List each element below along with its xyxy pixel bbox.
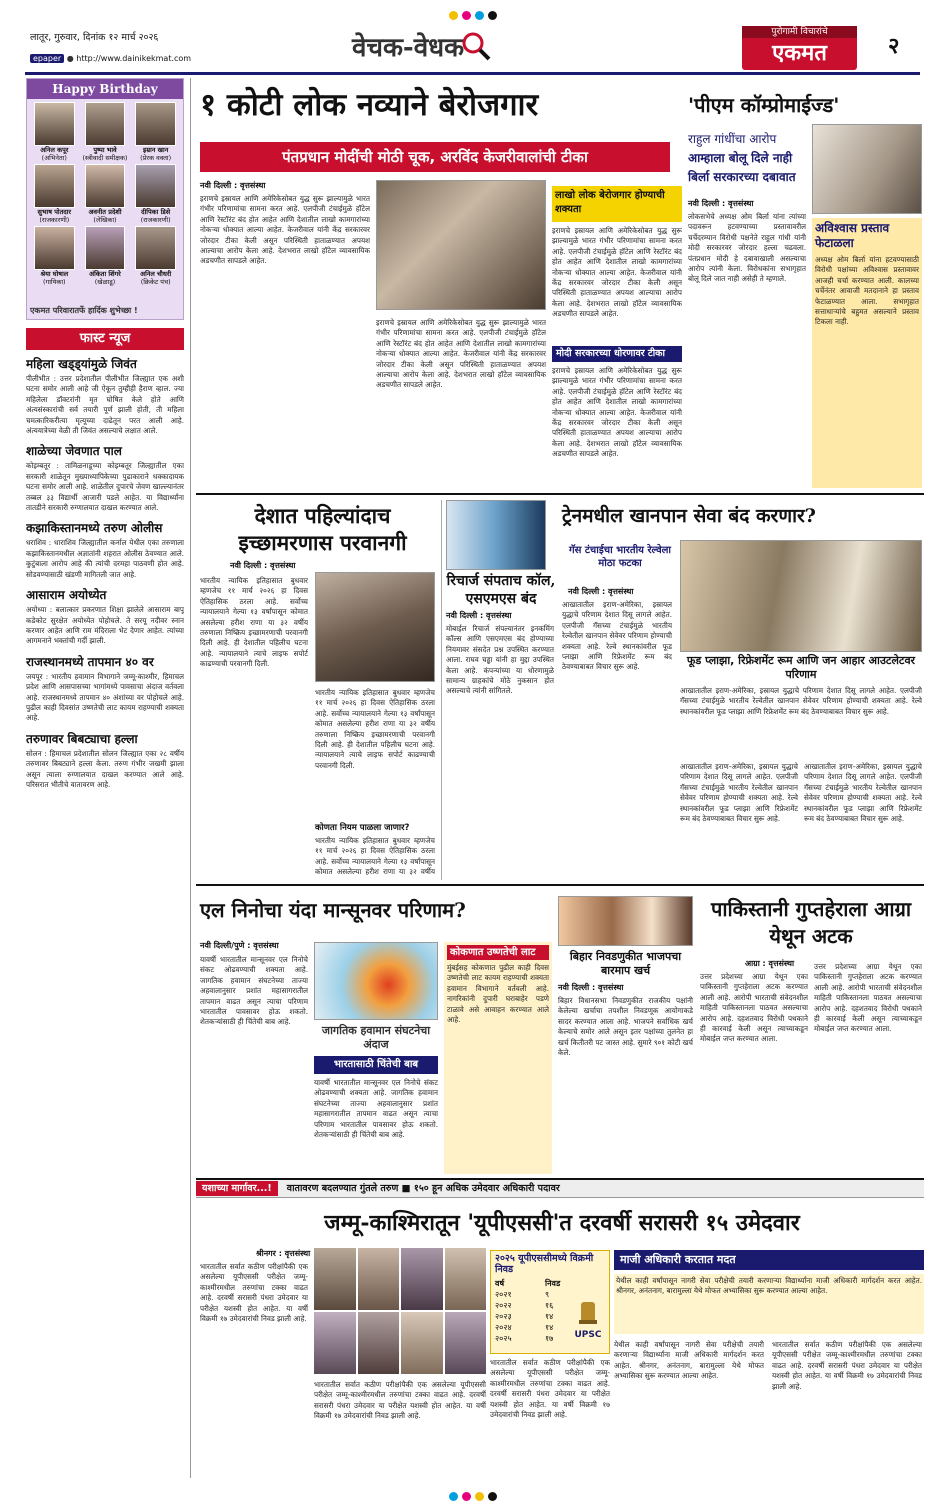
birthday-name: इम्रान खान bbox=[143, 146, 169, 154]
ticker-text: वातावरण बदलण्यात गुंतले तरुण ■ १५० हून अधिक उमेदवार अधिकारी पदावर bbox=[286, 1183, 560, 1194]
upsc-logo: UPSC bbox=[566, 1300, 610, 1354]
upsc-body-col5: भारतातील सर्वात कठीण परीक्षांपैकी एक असलेल्या यूपीएससी परीक्षेत जम्मू-काश्मीरमधील तरुणांचा टक्का वाढत आहे. दरवर्षी सरासरी पंधरा उमेदवार या परीक्षेत यशस्वी होत आहेत. या वर्षी विक्रमी १७ उमेदवारांची निवड झाली आहे. bbox=[772, 1340, 922, 1391]
fast-news-item bbox=[26, 653, 184, 724]
brand-logo: पुरोगामी विचारांचे एकमत bbox=[742, 26, 857, 70]
upsc-count: १४ bbox=[545, 1323, 554, 1332]
upsc-year: २०२४ bbox=[495, 1323, 512, 1332]
fast-news-text: जयपूर : भारतीय हवामान विभागाने जम्मू-काश्मीर, हिमाचल प्रदेश आणि आसपासच्या भागांमध्ये पावसाचा अंदाज वर्तवला आहे. राजस्थानमध्ये तापमान ४० अंशांच्या वर पोहोचले आहे. पुढील काही दिवसांत उष्णतेची लाट कायम राहण्याची शक्यता आहे. bbox=[26, 671, 184, 723]
birthday-person bbox=[81, 226, 130, 286]
fast-news-text: धराशिव : धाराशिव जिल्ह्यातील कर्नाल येथील एका तरुणाला कझाकिस्तानमधील अज्ञातांनी शहरात ओलीस ठेवण्यात आले. कुटुंबाला आरोप आहे की त्यांची दरमहा पाठवणी होत आहे. सोडवण्यासाठी खंडणी मागितली जात आहे. bbox=[26, 538, 184, 579]
pm-sub1: राहुल गांधींचा आरोप bbox=[688, 132, 777, 146]
upsc-dateline: श्रीनगर : वृत्तसंस्था bbox=[256, 1249, 311, 1258]
birthday-photo bbox=[34, 102, 75, 146]
euth-caption: कोणता नियम पाळला जाणार? bbox=[315, 823, 410, 833]
magnifier-icon bbox=[460, 30, 492, 62]
upsc-headline: जम्मू-काश्मिरातून 'यूपीएससी'त दरवर्षी सरासरी १५ उमेदवार bbox=[324, 1210, 800, 1236]
train-body-col2: आखातातील इराण-अमेरिका, इस्रायल युद्धाचे परिणाम देशात दिसू लागले आहेत. एलपीजी गॅसच्या टंचाईमुळे भारतीय रेल्वेतील खानपान सेवेवर परिणाम होण्याची शक्यता आहे. रेल्वे स्थानकांवरील फूड प्लाझा आणि रिफ्रेशमेंट रूम बंद ठेवण्याबाबत विचार सुरू आहे. bbox=[680, 686, 922, 716]
ticker-label: यशाच्या मार्गावर...! bbox=[196, 1181, 278, 1196]
birthday-photo bbox=[85, 102, 126, 146]
euth-body-col1: भारतीय न्यायिक इतिहासात बुधवार म्हणजेच ११ मार्च २०२६ हा दिवस ऐतिहासिक ठरला आहे. सर्वोच्च न्यायालयाने गेल्या १३ वर्षांपासून कोमात असलेल्या हरीश राणा या ३२ वर्षीय तरुणाला निष्क्रिय इच्छामरणाची परवानगी दिली आहे. ही देशातील पहिलीच घटना आहे. न्यायालयाने त्याचे लाइफ सपोर्ट काढण्याची परवानगी दिली. bbox=[200, 576, 308, 669]
birthday-person bbox=[131, 164, 180, 224]
candidate-photo bbox=[314, 1312, 356, 1374]
upsc-body-col4: येथील काही वर्षांपासून नागरी सेवा परीक्षेची तयारी करणाऱ्या विद्यार्थ्यांना माजी अधिकारी मार्गदर्शन करत आहेत. श्रीनगर, अनंतनाग, बारामुल्ला येथे मोफत अभ्यासिका सुरू करण्यात आल्या आहेत. bbox=[614, 1340, 764, 1381]
fast-news-headline: आसाराम अयोध्येत bbox=[26, 588, 107, 603]
birthday-person bbox=[81, 164, 130, 224]
lead-headline: १ कोटी लोक नव्याने बेरोजगार bbox=[200, 87, 539, 123]
train-body-col1: आखातातील इराण-अमेरिका, इस्रायल युद्धाचे परिणाम देशात दिसू लागले आहेत. एलपीजी गॅसच्या टंचाईमुळे भारतीय रेल्वेतील खानपान सेवेवर परिणाम होण्याची शक्यता आहे. रेल्वे स्थानकांवरील फूड प्लाझा आणि रिफ्रेशमेंट रूम बंद ठेवण्याबाबत विचार सुरू आहे. bbox=[562, 600, 672, 672]
candidate-photo bbox=[445, 1248, 487, 1310]
upsc-body-col1: भारतातील सर्वात कठीण परीक्षांपैकी एक असलेल्या यूपीएससी परीक्षेत जम्मू-काश्मीरमधील तरुणांचा टक्का वाढत आहे. दरवर्षी सरासरी पंधरा उमेदवार या परीक्षेत यशस्वी होत आहेत. या वर्षी विक्रमी १७ उमेदवारांची निवड झाली आहे. bbox=[200, 1262, 308, 1324]
train-dateline: नवी दिल्ली : वृत्तसंस्था bbox=[568, 587, 634, 596]
bihar-photo bbox=[558, 896, 693, 946]
fast-news-item bbox=[26, 442, 184, 513]
fast-news-item bbox=[26, 586, 184, 647]
fast-news-headline: महिला खड्ड्यांमुळे जिवंत bbox=[26, 357, 137, 371]
birthday-footer: एकमत परिवारातर्फे हार्दिक शुभेच्छा ! bbox=[30, 306, 138, 315]
site-url[interactable]: http://www.dainikekmat.com bbox=[76, 54, 192, 63]
jio-dateline: नवी दिल्ली : वृत्तसंस्था bbox=[446, 611, 512, 620]
birthday-photo bbox=[135, 164, 176, 208]
pm-subheads bbox=[688, 130, 808, 187]
bihar-dateline: नवी दिल्ली : वृत्तसंस्था bbox=[558, 983, 624, 992]
upsc-year: २०२५ bbox=[495, 1334, 512, 1343]
upsc-year: २०२३ bbox=[495, 1312, 512, 1321]
konkan-box-head: कोकणात उष्णतेची लाट bbox=[447, 945, 549, 960]
masthead: वेचक-वेधक bbox=[352, 24, 547, 68]
candidate-photos bbox=[314, 1248, 486, 1374]
train-body-col4: आखातातील इराण-अमेरिका, इस्रायल युद्धाचे परिणाम देशात दिसू लागले आहेत. एलपीजी गॅसच्या टंचाईमुळे भारतीय रेल्वेतील खानपान सेवेवर परिणाम होण्याची शक्यता आहे. रेल्वे स्थानकांवरील फूड प्लाझा आणि रिफ्रेशमेंट रूम बंद ठेवण्याबाबत विचार सुरू आहे. bbox=[804, 762, 922, 824]
birthday-person bbox=[131, 102, 180, 162]
birthday-name: अंकिता शिंगरे bbox=[89, 270, 121, 278]
jio-body: मोबाईल रिचार्ज संपल्यानंतर इनकमिंग कॉल्स आणि एसएमएस बंद होण्याच्या नियमावर संसदेत प्रश्न उपस्थित करण्यात आला. राघव चड्ढा यांनी हा मुद्दा उपस्थित केला आहे. कंपन्यांच्या या धोरणामुळे सामान्य ग्राहकांचे मोठे नुकसान होत असल्याचे त्यांनी सांगितले. bbox=[446, 624, 554, 696]
pm-box-body: अध्यक्ष ओम बिर्ला यांना हटवण्यासाठी विरोधी पक्षांच्या अविश्वास प्रस्तावावर आजही चर्चा करण्यात आली. कालच्या चर्चेनंतर आवाजी मतदानाने हा प्रस्ताव फेटाळण्यात आला. सभागृहात सत्ताधाऱ्यांचे बहुमत असल्याने प्रस्ताव टिकला नाही. bbox=[815, 255, 919, 327]
euth-body-col2: भारतीय न्यायिक इतिहासात बुधवार म्हणजेच ११ मार्च २०२६ हा दिवस ऐतिहासिक ठरला आहे. सर्वोच्च न्यायालयाने गेल्या १३ वर्षांपासून कोमात असलेल्या हरीश राणा या ३२ वर्षीय तरुणाला निष्क्रिय इच्छामरणाची परवानगी दिली आहे. ही देशातील पहिलीच घटना आहे. न्यायालयाने त्याचे लाइफ सपोर्ट काढण्याची परवानगी दिली. bbox=[315, 688, 435, 770]
birthday-role: (स्त्रीवादी समीक्षक) bbox=[82, 154, 128, 162]
train-headline: ट्रेनमधील खानपान सेवा बंद करणार? bbox=[562, 505, 816, 527]
fast-news-headline: तरुणावर बिबट्याचा हल्ला bbox=[26, 731, 138, 746]
page-number: २ bbox=[888, 34, 900, 59]
lead-subhead: लाखो लोक बेरोजगार होण्याची शक्यता bbox=[552, 186, 682, 222]
birthday-role: (राजकारणी) bbox=[39, 216, 70, 224]
upsc-count: १७ bbox=[545, 1334, 554, 1343]
pak-dateline: आग्रा : वृत्तसंस्था bbox=[745, 959, 795, 968]
elnino-body-col1: यावर्षी भारतातील मान्सूनवर एल निनोचे संकट ओढवण्याची शक्यता आहे. जागतिक हवामान संघटनेच्या ताज्या अहवालानुसार प्रशांत महासागरातील तापमान वाढत असून त्याचा परिणाम भारतातील पावसावर होऊ शकतो. शेतकऱ्यांसाठी ही चिंतेची बाब आहे. bbox=[200, 955, 308, 1027]
kejriwal-photo bbox=[376, 180, 546, 310]
candidate-photo bbox=[358, 1312, 400, 1374]
column-rule bbox=[190, 78, 191, 1478]
epaper-label: epaper bbox=[30, 54, 64, 63]
pm-box bbox=[812, 218, 922, 488]
euth-headline: देशात पहिल्यांदाच इच्छामरणास परवानगी bbox=[238, 503, 407, 555]
fast-news-title bbox=[26, 328, 184, 350]
pm-headline: 'पीएम कॉम्प्रोमाईज्ड' bbox=[688, 93, 840, 117]
rahul-photo bbox=[812, 124, 922, 214]
fast-news-item bbox=[26, 730, 184, 791]
lead-strap: पंतप्रधान मोदींची मोठी चूक, अरविंद केजरीवालांची टीका bbox=[200, 142, 670, 172]
chadha-photo bbox=[446, 500, 546, 570]
lead-box-head: मोदी सरकारच्या धोरणावर टीका bbox=[552, 346, 682, 362]
birthday-name: अवनीत प्रदेशी bbox=[88, 208, 122, 216]
birthday-name: श्रेया घोषाल bbox=[40, 270, 69, 278]
upsc-year: २०२२ bbox=[495, 1301, 512, 1310]
section-rule-2 bbox=[196, 884, 924, 886]
birthday-role: (क्रिकेट पंच) bbox=[140, 278, 171, 286]
birthday-photo bbox=[34, 164, 75, 208]
train-food-photo bbox=[680, 540, 922, 652]
euth-body-col3: भारतीय न्यायिक इतिहासात बुधवार म्हणजेच ११ मार्च २०२६ हा दिवस ऐतिहासिक ठरला आहे. सर्वोच्च न्यायालयाने गेल्या १३ वर्षांपासून कोमात असलेल्या हरीश राणा या ३२ वर्षीय bbox=[315, 836, 435, 876]
pm-sub3: बिर्ला सरकारच्या दबावात bbox=[688, 170, 796, 184]
birthday-role: (अभिनेता) bbox=[41, 154, 67, 162]
elnino-map bbox=[314, 942, 438, 1020]
dateline: लातूर, गुरुवार, दिनांक १२ मार्च २०२६ bbox=[30, 32, 159, 43]
birthday-role: (लेखिका) bbox=[93, 216, 117, 224]
harish-rana-photo bbox=[315, 572, 435, 682]
upsc-table-row bbox=[495, 1289, 605, 1300]
pm-box-head: अविश्वास प्रस्ताव फेटाळला bbox=[815, 221, 890, 250]
epaper-line: epaper ● http://www.dainikekmat.com bbox=[30, 54, 191, 63]
upsc-count: ९ bbox=[545, 1290, 550, 1299]
birthday-photo bbox=[85, 226, 126, 270]
candidate-photo bbox=[445, 1312, 487, 1374]
train-sub: गॅस टंचाईचा भारतीय रेल्वेला मोठा फटका bbox=[569, 545, 671, 569]
upsc-count: १४ bbox=[545, 1312, 554, 1321]
birthday-name: पुष्पा भावे bbox=[93, 146, 117, 154]
upsc-year: २०२१ bbox=[495, 1290, 512, 1299]
birthday-name: सुभाष पोतदार bbox=[37, 208, 72, 216]
fast-news-headline: शाळेच्या जेवणात पाल bbox=[26, 444, 122, 459]
upsc-table-title: २०२५ यूपीएससीमध्ये विक्रमी निवड bbox=[495, 1253, 594, 1275]
upsc-body-col2: भारतातील सर्वात कठीण परीक्षांपैकी एक असलेल्या यूपीएससी परीक्षेत जम्मू-काश्मीरमधील तरुणांचा टक्का वाढत आहे. दरवर्षी सरासरी पंधरा उमेदवार या परीक्षेत यशस्वी होत आहेत. या वर्षी विक्रमी १७ उमेदवारांची निवड झाली आहे. bbox=[314, 1380, 486, 1421]
birthday-panel bbox=[26, 78, 184, 320]
elnino-caption1: जागतिक हवामान संघटनेचा अंदाज bbox=[321, 1024, 431, 1051]
upsc-col-year: वर्ष bbox=[495, 1279, 505, 1288]
column-rule-2 bbox=[441, 500, 442, 880]
upsc-count: १६ bbox=[545, 1301, 554, 1310]
elnino-headline: एल निनोचा यंदा मान्सूनवर परिणाम? bbox=[200, 898, 466, 922]
birthday-role: (राजकारणी) bbox=[140, 216, 171, 224]
fast-news-text: कोइम्बतूर : तामिळनाडूच्या कोइम्बतूर जिल्ह्यातील एका सरकारी शाळेतून मुख्याध्यापिकेच्या पुढाकाराने धक्कादायक घटना समोर आली आहे. शाळेतील दुपारचे जेवण खाल्ल्यानंतर तब्बल ३३ विद्यार्थी आजारी पडले आहेत. या विद्यार्थ्यांना तातडीने सरकारी रुग्णालयात दाखल करण्यात आले. bbox=[26, 461, 184, 513]
elnino-caption2: भारतासाठी चिंतेची बाब bbox=[314, 1056, 438, 1074]
birthday-person bbox=[30, 164, 79, 224]
birthday-name: अनिल चौधरी bbox=[140, 270, 172, 278]
fast-news-label: फास्ट न्यूज bbox=[79, 331, 131, 346]
fast-news-list bbox=[26, 355, 184, 1475]
fast-news-text: सोलन : हिमाचल प्रदेशातील सोलन जिल्ह्यात एका २८ वर्षीय तरुणावर बिबट्याने हल्ला केला. तरुण गंभीर जखमी झाला असून त्याला रुग्णालयात दाखल करण्यात आले आहे. परिसरात भीतीचे वातावरण आहे. bbox=[26, 748, 184, 789]
lead-body-col2: इराणचे इस्रायल आणि अमेरिकेसोबत युद्ध सुरू झाल्यामुळे भारत गंभीर परिणामांचा सामना करत आहे. एलपीजी टंचाईमुळे हॉटेल आणि रेस्टॉरंट बंद होत आहेत आणि देशातील लाखो कामगारांच्या नोकऱ्या धोक्यात आल्या आहेत. केजरीवाल यांनी केंद्र सरकारवर जोरदार टीका केली असून परिस्थिती हाताळण्यात अपयश आल्याचा आरोप केला आहे. देशभरात लाखो हॉटेल व्यावसायिक अडचणीत सापडले आहेत. bbox=[376, 318, 546, 390]
birthday-person bbox=[131, 226, 180, 286]
upsc-side-body: येथील काही वर्षांपासून नागरी सेवा परीक्षेची तयारी करणाऱ्या विद्यार्थ्यांना माजी अधिकारी मार्गदर्शन करत आहेत. श्रीनगर, अनंतनाग, बारामुल्ला येथे मोफत अभ्यासिका सुरू करण्यात आल्या आहेत. bbox=[614, 1274, 924, 1334]
konkan-box-body: मुंबईसह कोकणात पुढील काही दिवस उष्णतेची लाट कायम राहण्याची शक्यता हवामान विभागाने वर्तवली आहे. नागरिकांनी दुपारी घराबाहेर पडणे टाळावे असे आवाहन करण्यात आले आहे. bbox=[447, 963, 549, 1025]
birthday-photo bbox=[85, 164, 126, 208]
pm-dateline: नवी दिल्ली : वृत्तसंस्था bbox=[688, 199, 754, 208]
fast-news-headline: राजस्थानमध्ये तापमान ४० वर bbox=[26, 654, 154, 669]
print-marks bbox=[0, 5, 945, 24]
fast-news-item bbox=[26, 519, 184, 580]
birthday-photo bbox=[34, 226, 75, 270]
lead-body-col1: इराणचे इस्रायल आणि अमेरिकेसोबत युद्ध सुरू झाल्यामुळे भारत गंभीर परिणामांचा सामना करत आहे. एलपीजी टंचाईमुळे हॉटेल आणि रेस्टॉरंट बंद होत आहेत आणि देशातील लाखो कामगारांच्या नोकऱ्या धोक्यात आल्या आहेत. केजरीवाल यांनी केंद्र सरकारवर जोरदार टीका केली असून परिस्थिती हाताळण्यात अपयश आल्याचा आरोप केला आहे. देशभरात लाखो हॉटेल व्यावसायिक अडचणीत सापडले आहेत. bbox=[200, 194, 370, 266]
upsc-body-col3: भारतातील सर्वात कठीण परीक्षांपैकी एक असलेल्या यूपीएससी परीक्षेत जम्मू-काश्मीरमधील तरुणांचा टक्का वाढत आहे. दरवर्षी सरासरी पंधरा उमेदवार या परीक्षेत यशस्वी होत आहेत. या वर्षी विक्रमी १७ उमेदवारांची निवड झाली आहे. bbox=[490, 1358, 610, 1420]
upsc-side-head: माजी अधिकारी करतात मदत bbox=[614, 1250, 924, 1270]
candidate-photo bbox=[401, 1248, 443, 1310]
birthday-photo bbox=[135, 226, 176, 270]
fast-news-text: पीलीभीत : उत्तर प्रदेशातील पीलीभीत जिल्ह्यात एक अशी घटना समोर आली आहे जी ऐकून तुम्हीही हैराण व्हाल. ज्या महिलेला डॉक्टरांनी मृत घोषित केले होते आणि अंत्यसंस्कारांची सर्व तयारी पूर्ण झाली होती, ती महिला चमत्कारिकरीत्या मृत्यूच्या दाढेतून परत आली आहे. अंत्ययात्रेच्या वेळी ती जिवंत असल्याचे लक्षात आले. bbox=[26, 374, 184, 436]
bihar-body: बिहार विधानसभा निवडणुकीत राजकीय पक्षांनी केलेल्या खर्चाचा तपशील निवडणूक आयोगाकडे सादर करण्यात आला आहे. भाजपने सर्वाधिक खर्च केल्याचे समोर आले असून इतर पक्षांच्या तुलनेत हा खर्च कितीतरी पट जास्त आहे. सुमारे ९०१ कोटी खर्च केले. bbox=[558, 996, 693, 1058]
section-rule-1 bbox=[196, 493, 924, 495]
birthday-person bbox=[30, 102, 79, 162]
header-rule bbox=[25, 72, 920, 75]
pak-body-col1: उत्तर प्रदेशच्या आग्रा येथून एका पाकिस्तानी गुप्तहेराला अटक करण्यात आली आहे. आरोपी भारताची संवेदनशील माहिती पाकिस्तानला पाठवत असल्याचा आरोप आहे. दहशतवाद विरोधी पथकाने ही कारवाई केली असून त्याच्याकडून मोबाईल जप्त करण्यात आला. bbox=[700, 972, 808, 1044]
fast-news-text: अयोध्या : बलात्कार प्रकरणात शिक्षा झालेले आसाराम बापू कडेकोट सुरक्षेत अयोध्येत पोहोचले. ते सरयू नदीवर स्नान करणार आहेत आणि राम मंदिराला भेट देणार आहेत. त्यांच्या आगमनाने भक्तांची गर्दी झाली. bbox=[26, 605, 184, 646]
candidate-photo bbox=[314, 1248, 356, 1310]
lead-dateline: नवी दिल्ली : वृत्तसंस्था bbox=[200, 181, 266, 190]
lead-box-body: इराणचे इस्रायल आणि अमेरिकेसोबत युद्ध सुरू झाल्यामुळे भारत गंभीर परिणामांचा सामना करत आहे. एलपीजी टंचाईमुळे हॉटेल आणि रेस्टॉरंट बंद होत आहेत आणि देशातील लाखो कामगारांच्या नोकऱ्या धोक्यात आल्या आहेत. केजरीवाल यांनी केंद्र सरकारवर जोरदार टीका केली असून परिस्थिती हाताळण्यात अपयश आल्याचा आरोप केला आहे. देशभरात लाखो हॉटेल व्यावसायिक अडचणीत सापडले आहेत. bbox=[552, 366, 682, 459]
emblem-icon bbox=[577, 1300, 599, 1326]
pm-sub2: आम्हाला बोलू दिले नाही bbox=[688, 151, 793, 165]
fast-news-item bbox=[26, 355, 184, 436]
pak-body-col2: उत्तर प्रदेशच्या आग्रा येथून एका पाकिस्तानी गुप्तहेराला अटक करण्यात आली आहे. आरोपी भारताची संवेदनशील माहिती पाकिस्तानला पाठवत असल्याचा आरोप आहे. दहशतवाद विरोधी पथकाने ही कारवाई केली असून त्याच्याकडून मोबाईल जप्त करण्यात आला. bbox=[814, 962, 922, 1034]
pm-body: लोकसभेचे अध्यक्ष ओम बिर्ला यांना त्यांच्या पदावरून हटवण्याच्या प्रस्तावावरील चर्चेदरम्यान विरोधी पक्षनेते राहुल गांधी यांनी मोदी सरकारवर जोरदार हल्ला चढवला. पंतप्रधान मोदी हे दबावाखाली असल्याचा आरोप त्यांनी केला. विरोधकांना सभागृहात बोलू दिले जात नाही असेही ते म्हणाले. bbox=[688, 212, 806, 284]
train-caption: फूड प्लाझा, रिफ्रेशमेंट रूम आणि जन आहार आउटलेटवर परिणाम bbox=[686, 654, 916, 681]
birthday-name: दीपिका डिसे bbox=[141, 208, 171, 216]
birthday-person bbox=[30, 226, 79, 286]
birthday-person bbox=[81, 102, 130, 162]
upsc-col-count: निवड bbox=[545, 1279, 561, 1288]
birthday-photo bbox=[135, 102, 176, 146]
upsc-photo-grid bbox=[200, 1244, 488, 1494]
jio-headline: रिचार्ज संपताच कॉल, एसएमएस बंद bbox=[446, 573, 556, 607]
birthday-role: (खेळाडू) bbox=[94, 278, 116, 286]
lead-body-col3: इराणचे इस्रायल आणि अमेरिकेसोबत युद्ध सुरू झाल्यामुळे भारत गंभीर परिणामांचा सामना करत आहे. एलपीजी टंचाईमुळे हॉटेल आणि रेस्टॉरंट बंद होत आहेत आणि देशातील लाखो कामगारांच्या नोकऱ्या धोक्यात आल्या आहेत. केजरीवाल यांनी केंद्र सरकारवर जोरदार टीका केली असून परिस्थिती हाताळण्यात अपयश आल्याचा आरोप केला आहे. देशभरात लाखो हॉटेल व्यावसायिक अडचणीत सापडले आहेत. bbox=[552, 226, 682, 319]
bihar-headline: बिहार निवडणुकीत भाजपचा बारमाप खर्च bbox=[569, 950, 682, 977]
train-body-col3: आखातातील इराण-अमेरिका, इस्रायल युद्धाचे परिणाम देशात दिसू लागले आहेत. एलपीजी गॅसच्या टंचाईमुळे भारतीय रेल्वेतील खानपान सेवेवर परिणाम होण्याची शक्यता आहे. रेल्वे स्थानकांवरील फूड प्लाझा आणि रिफ्रेशमेंट रूम बंद ठेवण्याबाबत विचार सुरू आहे. bbox=[680, 762, 798, 824]
birthday-role: (गायिका) bbox=[43, 278, 66, 286]
birthday-name: अनिल कपूर bbox=[40, 146, 69, 154]
birthday-title: Happy Birthday bbox=[27, 79, 183, 99]
fast-news-headline: कझाकिस्तानमध्ये तरुण ओलीस bbox=[26, 521, 163, 536]
elnino-dateline: नवी दिल्ली/पुणे : वृत्तसंस्था bbox=[200, 941, 279, 950]
ticker bbox=[196, 1178, 924, 1198]
candidate-photo bbox=[401, 1312, 443, 1374]
birthday-role: (प्रेरक वक्ता) bbox=[140, 154, 172, 162]
euth-dateline: नवी दिल्ली : वृत्तसंस्था bbox=[230, 561, 296, 570]
konkan-box bbox=[444, 942, 552, 1174]
candidate-photo bbox=[358, 1248, 400, 1310]
pak-headline: पाकिस्तानी गुप्तहेराला आग्रा येथून अटक bbox=[710, 897, 912, 948]
elnino-body-col2: यावर्षी भारतातील मान्सूनवर एल निनोचे संकट ओढवण्याची शक्यता आहे. जागतिक हवामान संघटनेच्या ताज्या अहवालानुसार प्रशांत महासागरातील तापमान वाढत असून त्याचा परिणाम भारतातील पावसावर होऊ शकतो. शेतकऱ्यांसाठी ही चिंतेची बाब आहे. bbox=[314, 1078, 438, 1140]
